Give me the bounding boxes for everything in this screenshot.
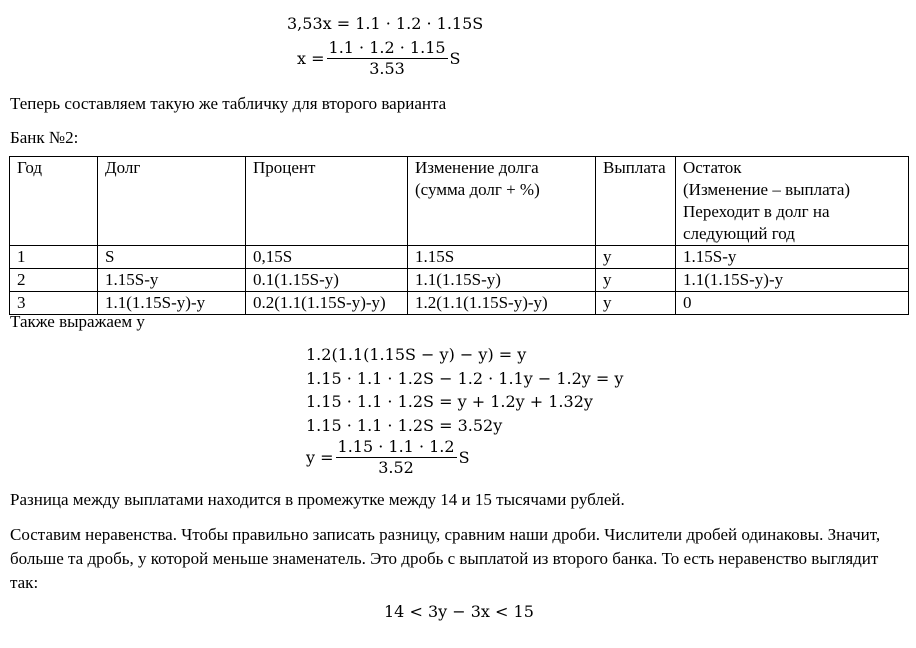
equation-suffix: S xyxy=(449,49,461,68)
cell: 1.1(1.15S-y)-y xyxy=(98,292,246,315)
cell: y xyxy=(596,246,676,269)
cell: y xyxy=(596,292,676,315)
equation-line: 3,53x = 1.1 · 1.2 · 1.15S xyxy=(287,14,484,33)
header-cell: Выплата xyxy=(596,157,676,246)
cell: 0.2(1.1(1.15S-y)-y) xyxy=(246,292,408,315)
cell: 0.1(1.15S-y) xyxy=(246,269,408,292)
cell: 2 xyxy=(10,269,98,292)
paragraph: Составим неравенства. Чтобы правильно записать разницу, сравним наши дроби. Числители дробей одинаковы. Значит, больше та дробь, у которой меньше знаменатель. Это дробь с выплатой из второго банка. То есть неравенство выглядит так: xyxy=(10,525,881,592)
table-row xyxy=(10,269,909,292)
cell: 3 xyxy=(10,292,98,315)
paragraph: Разница между выплатами находится в промежутке между 14 и 15 тысячами рублей. xyxy=(10,490,625,509)
header-cell: Процент xyxy=(246,157,408,246)
cell: S xyxy=(98,246,246,269)
equation-line: 1.15 · 1.1 · 1.2S − 1.2 · 1.1y − 1.2y = y xyxy=(306,368,624,388)
denominator: 3.53 xyxy=(369,59,405,78)
fraction xyxy=(336,437,457,478)
equation-line: 1.15 · 1.1 · 1.2S = 3.52y xyxy=(306,415,503,435)
header-cell: Долг xyxy=(98,157,246,246)
table-row xyxy=(10,246,909,269)
paragraph: Также выражаем y xyxy=(10,312,145,331)
debt-table xyxy=(9,156,909,315)
numerator: 1.15 · 1.1 · 1.2 xyxy=(337,437,455,456)
inequality: 14 < 3y − 3x < 15 xyxy=(384,602,534,621)
fraction-equation xyxy=(306,437,470,478)
cell: 1 xyxy=(10,246,98,269)
fraction xyxy=(327,38,448,79)
bank-label: Банк №2: xyxy=(10,128,79,147)
cell: 1.2(1.1(1.15S-y)-y) xyxy=(408,292,596,315)
cell: 0,15S xyxy=(246,246,408,269)
equation-suffix: S xyxy=(458,448,470,467)
equation-line: 1.2(1.1(1.15S − y) − y) = y xyxy=(306,345,527,364)
equation-lhs: y = xyxy=(306,448,334,467)
header-cell: Изменение долга (сумма долг + %) xyxy=(408,157,596,246)
numerator: 1.1 · 1.2 · 1.15 xyxy=(328,38,446,57)
header-cell: Остаток (Изменение – выплата) Переходит в долг на следующий год xyxy=(676,157,909,246)
cell: 1.15S xyxy=(408,246,596,269)
equation-block xyxy=(306,343,623,437)
header-cell: Год xyxy=(10,157,98,246)
equation-line: 1.15 · 1.1 · 1.2S = y + 1.2y + 1.32y xyxy=(306,392,593,411)
paragraph: Теперь составляем такую же табличку для второго варианта xyxy=(10,94,447,113)
denominator: 3.52 xyxy=(378,458,414,477)
cell: 1.1(1.15S-y) xyxy=(408,269,596,292)
fraction-equation xyxy=(297,38,461,79)
table-header-row xyxy=(10,157,909,246)
cell: 1.1(1.15S-y)-y xyxy=(676,269,909,292)
cell: 1.15S-y xyxy=(676,246,909,269)
equation-lhs: x = xyxy=(297,49,325,68)
cell: 0 xyxy=(676,292,909,315)
cell: 1.15S-y xyxy=(98,269,246,292)
cell: y xyxy=(596,269,676,292)
